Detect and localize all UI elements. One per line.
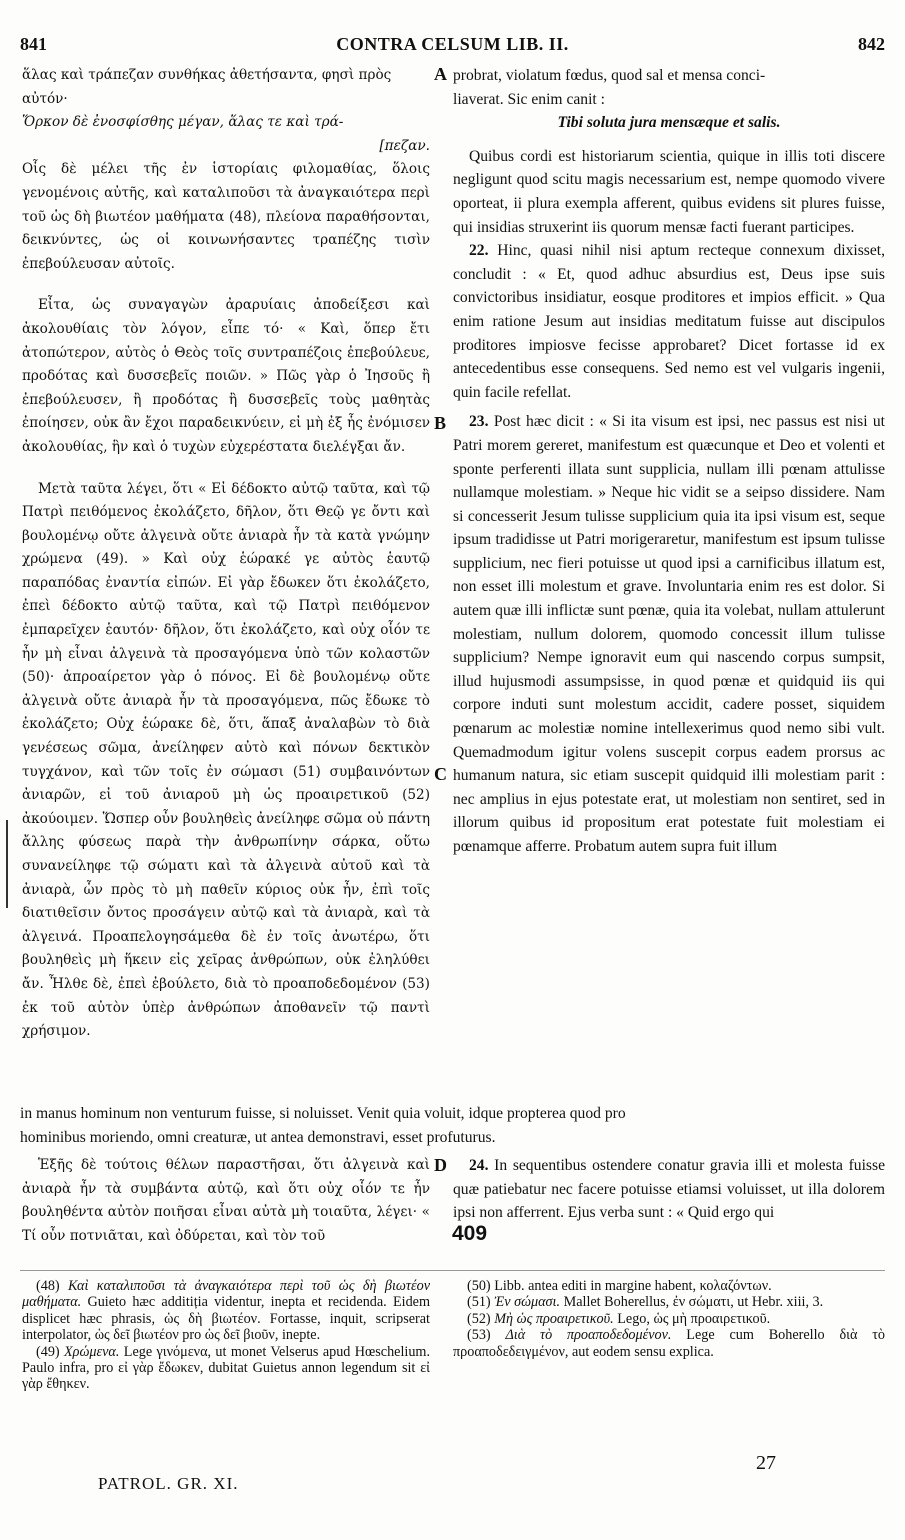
greek-verse-end: [πεζαν. (379, 137, 430, 154)
greek-paragraph: Μετὰ ταῦτα λέγει, ὅτι « Εἰ δέδοκτο αὐτῷ ταῦτα, καὶ τῷ Πατρὶ πειθόμενος ἐκολάζετο, δῆλον, ὅτι Θεῷ γε ὄντι καὶ βουλομένῳ οὔτε ἀλγεινὰ οὔτε ἀνιαρὰ ἦν τὰ κατὰ γνώμην χρώμενα (49). » Καὶ οὐχ ἑώρακέ γε αὐτὸς ἑαυτῷ παραπόδας ἐναντία εἰπών. Εἰ γὰρ ἔδωκεν ὅτι ἐκολάζετο, ἐπεὶ δέδοκτο αὐτῷ ταῦτα, καὶ τῷ Πατρὶ πειθόμενον ἐμπαρεῖχεν ἑαυτόν· δῆλον, ὅτι ἐκολάζετο, καὶ οὐχ οἷόν τε ἦν μὴ εἶναι ἀλγεινὰ τὰ προσαγόμενα ὑπὸ τῶν κολαστῶν (50)· ἀπροαίρετον γὰρ ὁ πόνος. Εἰ δὲ βουλομένῳ οὔτε ἀλγεινὰ οὔτε ἀνιαρὰ ἦν τὰ προσαγόμενα, πῶς ἔδωκε τὸ ἐκολάζετο; Οὐχ ἑώρακε δὲ, ὅτι, ἅπαξ ἀναλαβὼν τὸ διὰ γενέσεως σῶμα, ἀνείληφεν αὐτὸ καὶ πόνων δεκτικὸν τυγχάνον, καὶ τῶν τοῖς ἐν σώμασι (51) συμβαινόντων ἀνιαρῶν, εἰ τοῦ ἀνιαροῦ μὴ ὡς προαιρετικοῦ (52) ἀκούοιμεν. Ὥσπερ οὖν βουληθεὶς ἀνείληφε σῶμα οὐ πάντη ἄλλης φύσεως παρὰ τὴν ἀνθρωπίνην σάρκα, οὕτω συνανείληφε τῷ σώματι καὶ τὰ ἀλγεινὰ αὐτοῦ καὶ τὰ ἀνιαρὰ, ὧν πρὸς τὸ μὴ παθεῖν κύριος οὐκ ἦν, ἐπὶ τοῖς διατιθεῖσιν ὄντος προσάγειν αὐτῷ καὶ τὰ ἀνιαρὰ, καὶ τὰ ἀλγεινά. Προαπελογησάμεθα δὲ ἐν τοῖς ἀνωτέρω, ὅτι βουληθεὶς μὴ ἥκειν εἰς χεῖρας ἀνθρώπων, οὐκ ἐληλύθει ἄν. Ἦλθε δὲ, ἐπεὶ ἐβούλετο, διὰ τὸ προαποδεδομένον (53) ἐκ τοῦ αὐτὸν ὑπὲρ ἀνθρώπων ἀποθανεῖν τῷ παντὶ χρήσιμον. (22, 480, 430, 1040)
footnote-text: Libb. antea editi in margine habent, κολαζόντων. (494, 1278, 772, 1294)
latin-column-top (453, 64, 885, 859)
footnote-50 (453, 1278, 885, 1294)
footnote-text: Lego, ὡς μὴ προαιρετικοῦ. (617, 1310, 771, 1327)
footer-signature: 27 (756, 1452, 776, 1474)
latin-line: probrat, violatum fœdus, quod sal et mensa conci- (453, 67, 766, 84)
latin-line: in manus hominum non venturum fuisse, si noluisset. Venit quia voluit, idque propterea quod pro (20, 1105, 626, 1122)
greek-verse: Ὅρκον δὲ ἐνοσφίσθης μέγαν, ἅλας τε καὶ τρά- (22, 114, 344, 131)
footnote-number: (51) (467, 1294, 491, 1311)
greek-line: αὐτόν· (22, 90, 68, 107)
footnote-number: (48) (36, 1278, 60, 1294)
page-number-left: 841 (20, 34, 47, 54)
footnote-number: (50) (467, 1278, 491, 1294)
footnote-greek: Ἐν σώμασι. (494, 1294, 561, 1311)
latin-line: liaverat. Sic enim canit : (453, 90, 605, 108)
footnote-divider (20, 1270, 885, 1271)
footnotes-left (22, 1278, 430, 1393)
running-header (20, 34, 885, 58)
latin-paragraph: Quibus cordi est historiarum scientia, quique in illis toti discere negligunt quod scitu magis necessarium est, nempe quomodo vivere oporteat, ii plura exempla afferent, quibus evidens sit plures fuisse, qui insidias struxerint iis quorum mensæ facti fuerant participes. (453, 147, 885, 236)
footer-series: PATROL. GR. XI. (98, 1474, 239, 1493)
footnote-number: (52) (467, 1310, 491, 1327)
footnotes-right (453, 1278, 885, 1360)
column-marker-a: A (434, 64, 447, 84)
footnote-text: Mallet Boherellus, ἐν σώματι, ut Hebr. xiii, 3. (563, 1294, 824, 1311)
column-marker-d: D (434, 1155, 447, 1175)
footnote-greek: Μὴ ὡς προαιρετικοῦ. (494, 1310, 614, 1327)
greek-column-bottom (22, 1154, 430, 1248)
footnote-greek: Διὰ τὸ προαποδεδομένον. (505, 1327, 672, 1344)
footnote-number: (49) (36, 1343, 60, 1360)
greek-paragraph: Ἑξῆς δὲ τούτοις θέλων παραστῆσαι, ὅτι ἀλγεινὰ καὶ ἀνιαρὰ ἦν τὰ συμβάντα αὐτῷ, καὶ ὅτι οὐχ οἷόν τε ἦν βουληθέντα αὐτὸν ποιῆσαι εἶναι αὐτὰ μὴ τοιαῦτα, λέγει· « Τί οὖν ποτνιᾶται, καὶ ὀδύρεται, καὶ τὸν τοῦ (22, 1157, 430, 1244)
footnote-greek: Καὶ καταλιποῦσι τὰ ἀναγκαιότερα περὶ τοῦ ὡς δὴ βιωτέον μαθήματα. (22, 1278, 430, 1311)
greek-column-top (22, 64, 430, 1044)
greek-line: ἅλας καὶ τράπεζαν συνθήκας ἀθετήσαντα, φησὶ πρὸς (22, 67, 392, 83)
latin-column-bottom (453, 1154, 885, 1225)
footnote-text: Guieto hæc additiția videntur, inepta et recidenda. Eidem displicet hæc phrasis, ὡς δὴ βιωτέον. Fortasse, inquit, scripserat interpolator, ὡς δεῖ βιωτέον pro ὡς δεῖ βιοῦν, inepte. (22, 1294, 431, 1344)
margin-rule (6, 820, 8, 908)
greek-paragraph: Οἷς δὲ μέλει τῆς ἐν ἱστορίαις φιλομαθίας, ὅλοις γενομένοις αὐτῆς, καὶ καταλιποῦσι τὰ ἀναγκαιότερα περὶ τοῦ ὡς δὴ βιωτέον μαθήματα (48), πλείονα παραθήσονται, δεικνύντες, ὡς οἱ κοινωνήσαντες τραπέζης τισὶν ἐπεβούλευσαν αὐτοῖς. (22, 161, 430, 272)
greek-paragraph: Εἶτα, ὡς συναγαγὼν ἀραρυίαις ἀποδείξεσι καὶ ἀκολουθίαις τὸν λόγον, εἶπε τό· « Καὶ, ὅπερ ἔτι ἀτοπώτερον, αὐτὸς ὁ Θεὸς τοῖς συντραπέζοις ἐπεβούλευε, προδότας καὶ δυσσεβεῖς ποιῶν. » Πῶς γὰρ ὁ Ἰησοῦς ἢ ἐπεβούλευσεν, ἢ προδότας ἢ δυσσεβεῖς τοὺς μαθητὰς ἐποίησεν, οὐκ ἂν ἔχοι παραδεικνύειν, εἰ μὴ ἐξ ἧς ἐνόμισεν ἀκολουθίας, ἣν καὶ ὁ τυχὼν εὐχερέστατα διελέγξαι ἄν. (22, 297, 430, 455)
footnote-text: Lege cum Boherello διὰ τὸ προαποδεδειγμένον, aut eodem sensu explica. (453, 1327, 886, 1360)
section-number: 22. (469, 242, 489, 260)
footnote-text: Lege γινόμενα, ut monet Velserus apud Hœschelium. Paulo infra, pro εἰ γὰρ ἔδωκεν, dubitat Guietus annon legendum sit εἰ γὰρ ἔθηκεν. (22, 1343, 431, 1393)
column-marker-c: C (434, 764, 447, 784)
footnote-48 (22, 1278, 430, 1344)
latin-paragraph: Post hæc dicit : « Si ita visum est ipsi, nec passus est nisi ut Patri morem gereret, manifestum est quæcunque et Deo et volenti et sponte perferenti illata sunt supplicia, nullam illi pœnam attulisse nullamque molestiam. » Neque hic vidit se a seipso dissidere. Nam si concesserit Jesum tulisse supplicium quia ita ipsi visum est, seque ipsum tradidisse ut Patri morigeraretur, manifestum est ipsum tulisse supplicium, nec fieri potuisse ut quod ipsi a carnificibus illatum est, non esset illi molestum et grave. Involuntaria enim res est dolor. Si autem quæ illi inflictæ sunt pœnæ, quia ita volebat, nullam attulerunt molestiam, nullum dolorem, quomodo concessit illum tulisse supplicium? Nempe ignoravit eum qui nascendo corpus sumpsit, illud hujusmodi assumpsisse, in quod pœnæ et quidquid iis qui corpore induti sunt molestum accidit, cadere posset, siquidem pœnarum ac molestiæ nomine intellexerimus quod nemo sibi vult. Quemadmodum igitur volens suscepit corpus eadem prorsus ac humanum natura, sic etiam suscepit quidquid illi molestiam parit : nec amplius in ejus potestate erat, ut molestiam non sentiret, sed in illorum quibus id propositum erat potestate fuit molestiam ei pœnamque afferre. Probatum autem supra fuit illum (453, 413, 885, 855)
footnote-53 (453, 1327, 885, 1360)
latin-fullwidth (20, 1102, 885, 1150)
footnote-greek: Χρώμενα. (64, 1343, 120, 1360)
latin-paragraph: In sequentibus ostendere conatur gravia illi et molesta fuisse quæ patiebatur nec facere potuisse etiamsi voluisset, ut illa dolorem ipsi non afferrent. Ejus verba sunt : « Quid ergo qui (453, 1157, 885, 1222)
page-number-right: 842 (858, 34, 885, 54)
running-title: CONTRA CELSUM LIB. II. (336, 34, 569, 54)
latin-verse: Tibi soluta jura mensæque et salis. (557, 114, 781, 132)
footnote-51 (453, 1294, 885, 1310)
latin-paragraph: Hinc, quasi nihil nisi aptum recteque connexum dixisset, concludit : « Et, quod adhuc absurdius est, Deus ipse suis convictoribus insidiatur, eosque proditores et impios efficit. » Qua enim ratione Jesum aut insidias meditatum fuisse aut discipulos proditores impiosve fecisse approbaret? Dicet fortasse id ex antecedentibus esse consequens. Sed nemo est vel vulgaris ingenii, quin facile refellat. (453, 242, 885, 401)
footnote-number: (53) (467, 1327, 491, 1344)
column-number: 409 (452, 1222, 488, 1245)
section-number: 24. (469, 1157, 489, 1174)
latin-line: hominibus moriendo, omni creaturæ, ut antea demonstravi, esset profuturus. (20, 1129, 496, 1146)
footnote-52 (453, 1311, 885, 1327)
footnote-49 (22, 1344, 430, 1393)
column-marker-b: B (434, 413, 447, 433)
section-number: 23. (469, 413, 489, 431)
